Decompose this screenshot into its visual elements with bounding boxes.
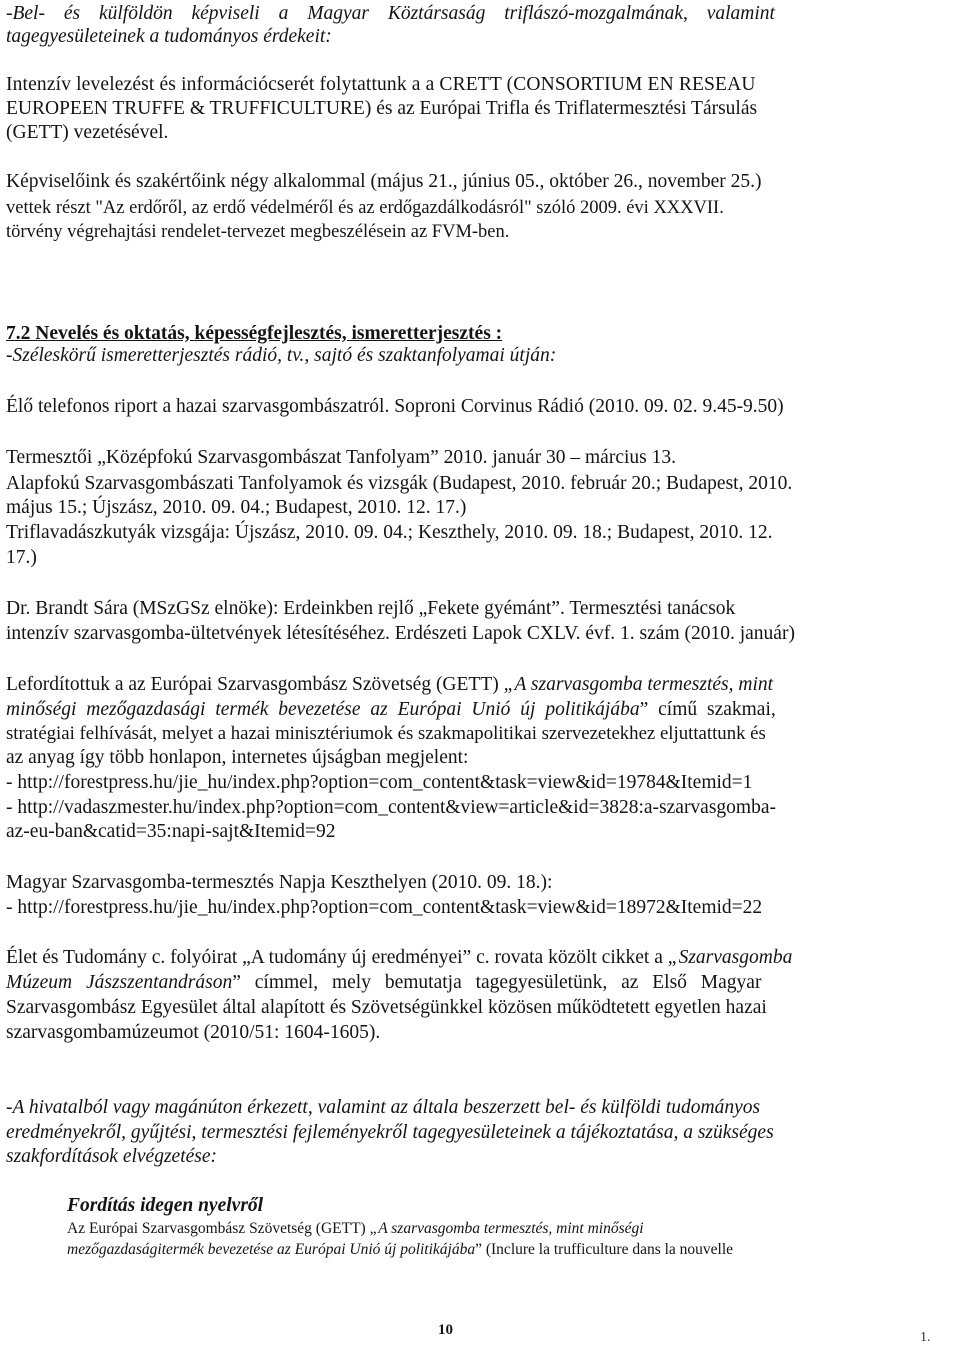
radio-line: Élő telefonos riport a hazai szarvasgombászatról. Soproni Corvinus Rádió (2010. 09. 02. 9.45-9.50) [6, 396, 784, 417]
foreign-line-1: Az Európai Szarvasgombász Szövetség (GETT) „A szarvasgomba termesztés, mint minőségi [67, 1220, 644, 1237]
foreign-line-2: mezőgazdaságitermék bevezetése az Európai Unió új politikájába” (Inclure la trufficulture dans la nouvelle [67, 1241, 734, 1258]
link-vadaszmester-cont[interactable]: az-eu-ban&catid=35:napi-sajt&Itemid=92 [6, 821, 336, 842]
info-line-1: -A hivatalból vagy magánúton érkezett, valamint az általa beszerzett bel- és külföldi tudományos [6, 1097, 761, 1118]
corner-mark: 1. [920, 1330, 931, 1345]
brandt-line-1: Dr. Brandt Sára (MSzGSz elnöke): Erdeinkben rejlő „Fekete gyémánt”. Termesztési tanácsok [6, 598, 736, 619]
crett-line-2: EUROPEEN TRUFFE & TRUFFICULTURE) és az Európai Trifla és Triflatermesztési Társulás [6, 98, 758, 119]
course-line-2: Alapfokú Szarvasgombászati Tanfolyamok és vizsgák (Budapest, 2010. február 20.; Budapest, 2010. [6, 473, 793, 494]
crett-line-1: Intenzív levelezést és információcserét folytattunk a a CRETT (CONSORTIUM EN RESEAU [6, 74, 756, 95]
kepviselok-line-1: Képviselőink és szakértőink négy alkalommal (május 21., június 05., október 26., november 25.) [6, 171, 762, 192]
intro-line-1: -Bel- és külföldön képviseli a Magyar Köztársaság triflászó-mozgalmának, valamint [6, 3, 775, 24]
course-line-1: Termesztői „Középfokú Szarvasgombászat Tanfolyam” 2010. január 30 – március 13. [6, 447, 676, 468]
info-line-2: eredményekről, gyűjtési, termesztési fejleményekről tagegyesületeinek a tájékoztatása, a szükséges [6, 1122, 774, 1143]
section-heading: 7.2 Nevelés és oktatás, képességfejlesztés, ismeretterjesztés : [6, 323, 503, 344]
info-line-3: szakfordítások elvégzetése: [6, 1146, 218, 1167]
elet-line-2: Múzeum Jászszentandráson” címmel, mely bemutatja tagegyesületünk, az Első Magyar [6, 972, 762, 993]
link-forestpress-2[interactable]: - http://forestpress.hu/jie_hu/index.php?option=com_content&task=view&id=18972&Itemid=22 [6, 897, 763, 918]
translation-line-2: minőségi mezőgazdasági termék bevezetése az Európai Unió új politikájába” című szakmai, [6, 699, 776, 720]
section-subheading: -Széleskörű ismeretterjesztés rádió, tv., sajtó és szaktanfolyamai útján: [6, 345, 557, 366]
elet-line-1: Élet és Tudomány c. folyóirat „A tudomány új eredményei” c. rovata közölt cikket a „Szarvasgomba [6, 947, 793, 968]
translation-line-3: stratégiai felhívását, melyet a hazai minisztériumok és szakmapolitikai szervezetekhez eljuttattunk és [6, 723, 766, 744]
kepviselok-line-3: törvény végrehajtási rendelet-tervezet megbeszélésein az FVM-ben. [6, 222, 510, 242]
link-vadaszmester[interactable]: - http://vadaszmester.hu/index.php?option=com_content&view=article&id=3828:a-szarvasgomba- [6, 797, 776, 818]
elet-line-4: szarvasgombamúzeumot (2010/51: 1604-1605). [6, 1022, 381, 1043]
crett-line-3: (GETT) vezetésével. [6, 122, 169, 143]
page-number: 10 [438, 1322, 453, 1338]
intro-line-2: tagegyesületeinek a tudományos érdekeit: [6, 26, 332, 47]
translation-line-4: az anyag így több honlapon, internetes újságban megjelent: [6, 747, 469, 768]
brandt-line-2: intenzív szarvasgomba-ültetvények létesítéséhez. Erdészeti Lapok CXLV. évf. 1. szám (2010. január) [6, 623, 795, 644]
translation-line-1: Lefordítottuk a az Európai Szarvasgombász Szövetség (GETT) „A szarvasgomba termesztés, mint [6, 674, 774, 695]
napja-line: Magyar Szarvasgomba-termesztés Napja Keszthelyen (2010. 09. 18.): [6, 872, 553, 893]
course-line-5: 17.) [6, 547, 37, 568]
course-line-3: május 15.; Újszász, 2010. 09. 04.; Budapest, 2010. 12. 17.) [6, 497, 467, 518]
elet-line-3: Szarvasgombász Egyesület által alapított és Szövetségünkkel közösen működtetett egyetlen hazai [6, 997, 767, 1018]
foreign-heading: Fordítás idegen nyelvről [67, 1195, 264, 1216]
link-forestpress-1[interactable]: - http://forestpress.hu/jie_hu/index.php?option=com_content&task=view&id=19784&Itemid=1 [6, 772, 753, 793]
course-line-4: Triflavadászkutyák vizsgája: Újszász, 2010. 09. 04.; Keszthely, 2010. 09. 18.; Budapest, 2010. 12. [6, 522, 773, 543]
kepviselok-line-2: vettek részt "Az erdőről, az erdő védelméről és az erdőgazdálkodásról" szóló 2009. évi XXXVII. [6, 198, 724, 218]
